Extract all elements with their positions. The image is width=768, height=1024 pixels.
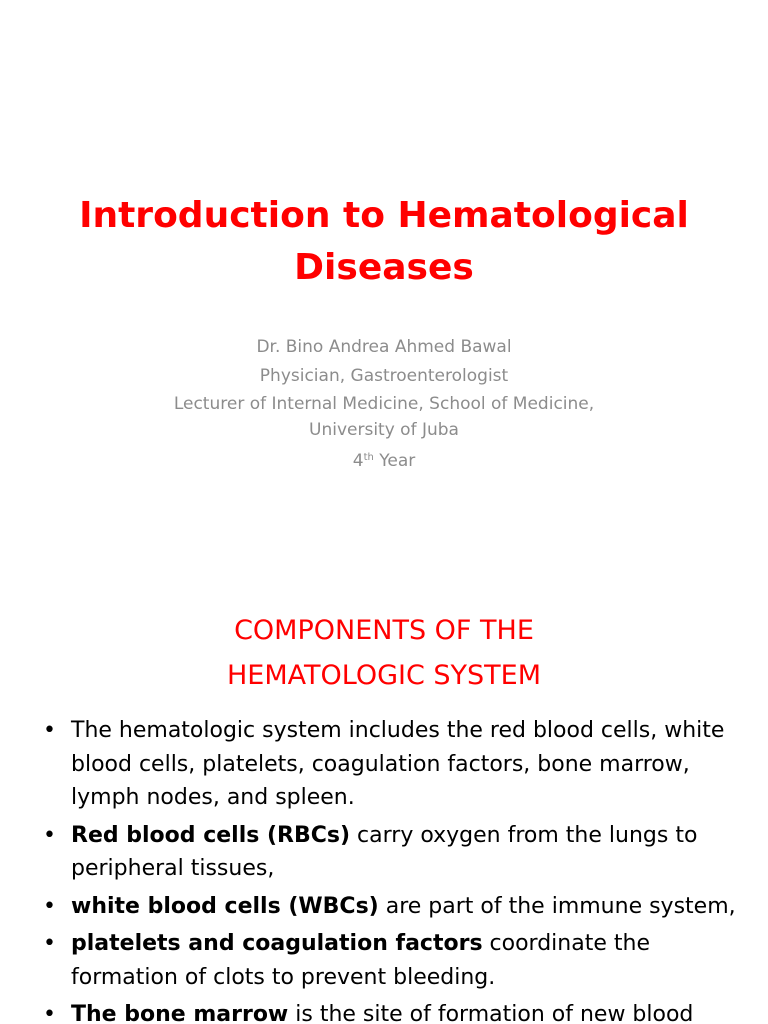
section-title-line-2: HEMATOLOGIC SYSTEM: [226, 660, 542, 691]
bullet-icon: •: [43, 822, 56, 848]
section-title-line-1: COMPONENTS OF THE: [234, 615, 534, 646]
bullet-icon: •: [43, 931, 56, 956]
list-item: [0, 998, 768, 1024]
bullet-bold: The bone marrow: [71, 1002, 289, 1024]
affiliation-line-2: University of Juba: [309, 420, 459, 440]
bullet-text: The hematologic system includes the red blood cells, white blood cells, platelets, coagulation factors, bone marrow, lymph nodes, and spleen.: [71, 718, 725, 810]
bullet-bold: white blood cells (WBCs): [71, 893, 379, 919]
bullet-text: are part of the immune system,: [378, 893, 736, 919]
author-role: Physician, Gastroenterologist: [259, 366, 509, 386]
slide-title: [0, 190, 768, 294]
list-item: [0, 927, 768, 994]
bullet-list: [0, 714, 768, 1024]
bullet-icon: •: [43, 893, 56, 919]
affiliation-line-1: Lecturer of Internal Medicine, School of Medicine,: [173, 394, 595, 414]
bullet-icon: •: [43, 718, 56, 743]
study-year: [0, 443, 768, 476]
bullet-icon: •: [43, 1002, 56, 1024]
title-line-1: Introduction to Hematological: [79, 195, 689, 236]
list-item: [0, 819, 768, 886]
bullet-bold: platelets and coagulation factors: [71, 931, 483, 956]
bullet-text: is the site of formation of new blood: [288, 1002, 694, 1024]
list-item: [0, 714, 768, 815]
slide-subtitle: [0, 333, 768, 476]
year-word: Year: [373, 451, 416, 471]
title-line-2: Diseases: [294, 247, 474, 288]
list-item: [0, 890, 768, 924]
bullet-text: coordinate the formation of clots to prevent bleeding.: [71, 931, 650, 990]
year-number: 4: [352, 451, 364, 471]
bullet-text: carry oxygen from the lungs to peripheral tissues,: [71, 822, 698, 881]
bullet-bold: Red blood cells (RBCs): [71, 822, 351, 848]
year-suffix: th: [363, 452, 374, 463]
author-name: Dr. Bino Andrea Ahmed Bawal: [256, 337, 512, 357]
section-title: [0, 608, 768, 698]
